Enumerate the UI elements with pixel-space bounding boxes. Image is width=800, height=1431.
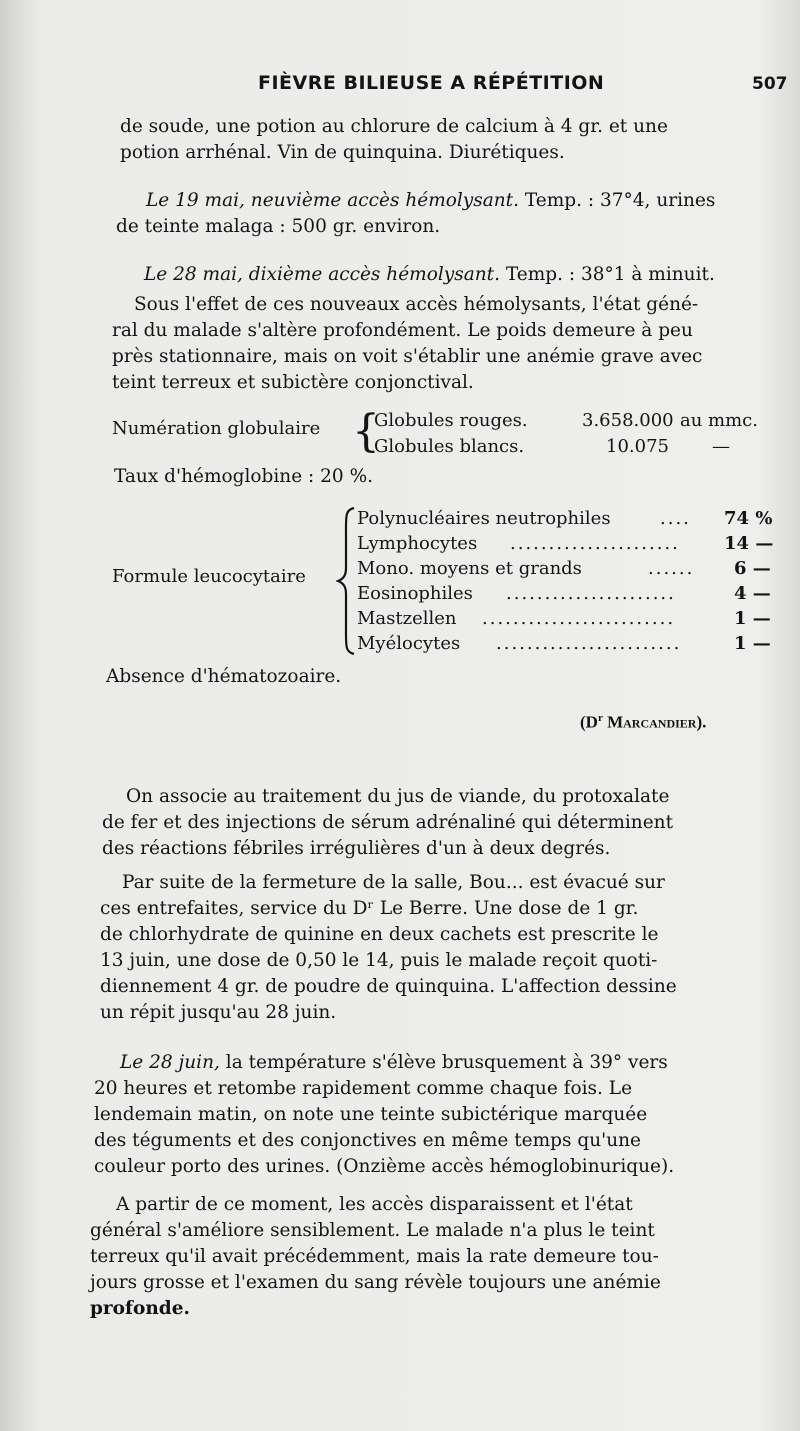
text-line (116, 262, 786, 288)
signature-name: Marcandier (602, 712, 697, 732)
formule-item-value: 74 % (724, 508, 773, 529)
text-line: potion arrhénal. Vin de quinquina. Diurétiques. (120, 142, 565, 163)
numeration-row-unit: au mmc. (680, 410, 758, 431)
running-title: FIÈVRE BILIEUSE A RÉPÉTITION (258, 72, 605, 94)
text-span: la température s'élève brusquement à 39° vers (219, 1052, 668, 1073)
text-line: de fer et des injections de sérum adrénaliné qui déterminent (102, 812, 673, 833)
leader-dots: ......................... (482, 608, 676, 629)
numeration-label: Numération globulaire (112, 418, 321, 439)
formule-label: Formule leucocytaire (112, 566, 306, 587)
text-line: de chlorhydrate de quinine en deux cachets est prescrite le (100, 924, 659, 945)
signature-close: ). (696, 712, 707, 732)
leader-dots: .... (660, 508, 691, 529)
signature-open: (D (580, 712, 598, 732)
formule-item-value: 6 — (734, 558, 771, 579)
text-line: 20 heures et retombe rapidement comme chaque fois. Le (94, 1078, 633, 1099)
text-line: de soude, une potion au chlorure de calcium à 4 gr. et une (120, 116, 668, 137)
paragraph-amelioration (90, 1192, 766, 1322)
text-line: profonde. (90, 1298, 190, 1319)
text-line: terreux qu'il avait précédemment, mais la rate demeure tou- (90, 1246, 659, 1267)
formule-leucocytaire (112, 506, 792, 666)
leader-dots: ........................ (496, 633, 682, 654)
paragraph-treatment (120, 114, 784, 166)
text-line: près stationnaire, mais on voit s'établir une anémie grave avec (112, 346, 703, 367)
leader-dots: ...................... (506, 583, 676, 604)
text-line: jours grosse et l'examen du sang révèle toujours une anémie (90, 1272, 661, 1293)
text-line: lendemain matin, on note une teinte subictérique marquée (94, 1104, 648, 1125)
text-line: général s'améliore sensiblement. Le malade n'a plus le teint (90, 1220, 655, 1241)
text-line: Par suite de la fermeture de la salle, Bou... est évacué sur (122, 872, 665, 893)
text-line: ral du malade s'altère profondément. Le poids demeure à peu (112, 320, 693, 341)
paragraph-traitement (102, 784, 768, 862)
numeration-row-name: Globules blancs. (374, 436, 525, 457)
formule-item-value: 1 — (734, 633, 771, 654)
numeration-row-name: Globules rouges. (374, 410, 528, 431)
text-line: de teinte malaga : 500 gr. environ. (116, 216, 441, 237)
text-line: A partir de ce moment, les accès disparaissent et l'état (116, 1194, 633, 1215)
paragraph-28-juin (94, 1050, 770, 1180)
formule-item-value: 1 — (734, 608, 771, 629)
text-line: 13 juin, une dose de 0,50 le 14, puis le malade reçoit quoti- (100, 950, 658, 971)
formule-item-value: 14 — (724, 533, 774, 554)
text-span: Temp. : 37°4, urines (519, 190, 716, 211)
text-line: un répit jusqu'au 28 juin. (100, 1002, 337, 1023)
text-line: diennement 4 gr. de poudre de quinquina. L'affection dessine (100, 976, 677, 997)
paragraph-28-mai (116, 262, 786, 288)
formule-item-name: Myélocytes (357, 633, 461, 654)
signature (580, 712, 706, 733)
text-line: couleur porto des urines. (Onzième accès hémoglobinurique). (94, 1156, 675, 1177)
paragraph-evacuation (100, 870, 770, 1026)
text-line: Sous l'effet de ces nouveaux accès hémolysants, l'état géné- (134, 294, 699, 315)
brace-icon: { (352, 406, 380, 457)
formule-item-name: Mono. moyens et grands (357, 558, 582, 579)
absence-hematozoaire: Absence d'hématozoaire. (106, 666, 342, 687)
text-line (116, 188, 786, 214)
running-header (0, 70, 800, 100)
date-label: Le 19 mai, neuvième accès hémolysant. (146, 190, 519, 211)
numeration-row-unit: — (712, 436, 730, 457)
leader-dots: ...... (648, 558, 695, 579)
taux-hemoglobine: Taux d'hémoglobine : 20 %. (114, 466, 374, 487)
formule-item-name: Polynucléaires neutrophiles (357, 508, 611, 529)
formule-item-value: 4 — (734, 583, 771, 604)
formule-item-name: Mastzellen (357, 608, 457, 629)
text-line: teint terreux et subictère conjonctival. (112, 372, 474, 393)
page-number: 507 (752, 74, 788, 94)
text-line (94, 1050, 770, 1076)
numeration-row-value: 3.658.000 (582, 410, 674, 431)
paragraph-19-mai (116, 188, 786, 240)
formule-item-name: Eosinophiles (357, 583, 473, 604)
formule-item-name: Lymphocytes (357, 533, 478, 554)
text-line: ces entrefaites, service du Dʳ Le Berre. Une dose de 1 gr. (100, 898, 639, 919)
signature-sup: r (597, 712, 603, 724)
text-line: des réactions fébriles irrégulières d'un à deux degrés. (102, 838, 611, 859)
paragraph-anemie (112, 292, 782, 396)
text-span: Temp. : 38°1 à minuit. (499, 264, 715, 285)
text-line: des téguments et des conjonctives en même temps qu'une (94, 1130, 642, 1151)
date-label: Le 28 mai, dixième accès hémolysant. (144, 264, 500, 285)
numeration-row-value: 10.075 (606, 436, 669, 457)
leader-dots: ...................... (510, 533, 680, 554)
brace-icon (336, 506, 358, 656)
date-label: Le 28 juin, (120, 1052, 220, 1073)
text-line: On associe au traitement du jus de viande, du protoxalate (126, 786, 670, 807)
